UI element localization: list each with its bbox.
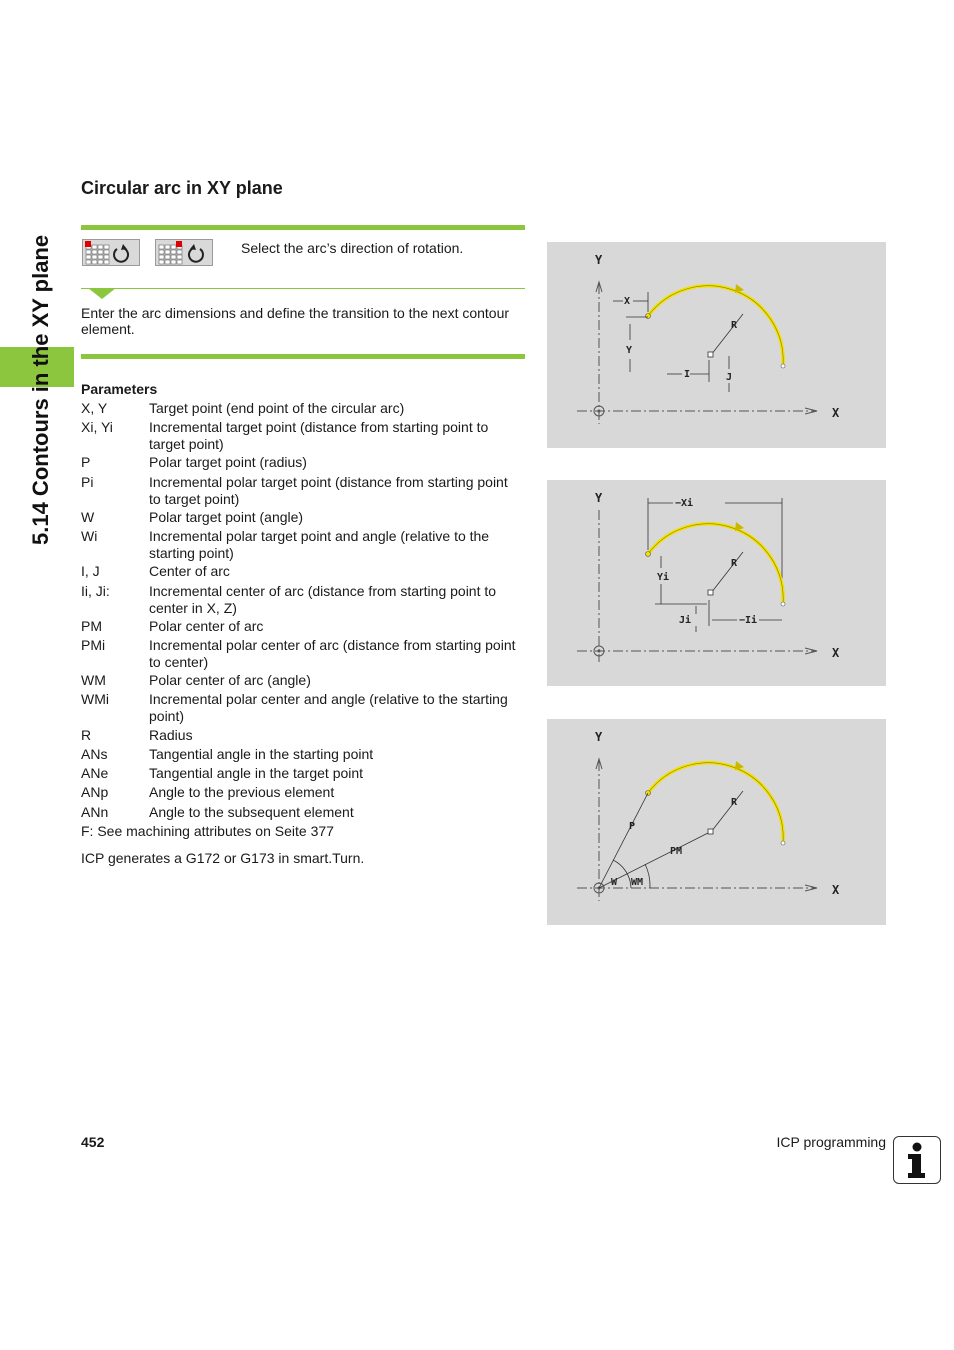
fig3-label-pm: PM [670,846,683,857]
figure-arc-absolute [547,242,886,448]
counterclockwise-arc-softkey[interactable] [155,239,213,266]
fig2-label-ji: Ji [679,615,692,626]
fig1-label-x: X [624,296,631,307]
fig3-label-p: P [629,821,636,832]
page-number: 452 [81,1134,105,1150]
parameter-key: Xi, Yi [81,419,113,435]
clockwise-arc-softkey-icon [83,240,139,265]
parameter-description: Tangential angle in the starting point [149,746,374,762]
parameter-description: Tangential angle in the target point [149,765,364,781]
fig1-label-j: J [726,372,733,383]
figure-arc-absolute-drawing [547,242,886,448]
machining-note: F: See machining attributes on Seite 377 [81,823,334,839]
clockwise-arc-softkey[interactable] [82,239,140,266]
figure-arc-incremental-drawing [547,480,886,686]
parameter-key: PM [81,618,102,634]
fig1-axis-x: X [832,406,840,420]
parameter-description: Polar target point (radius) [149,454,307,470]
parameter-key: ANn [81,804,109,820]
fig1-label-y: Y [626,345,633,356]
figure-arc-polar-drawing [547,719,886,925]
green-rule-top [81,225,525,230]
parameter-key: PMi [81,637,106,653]
figure-arc-incremental [547,480,886,686]
fig2-label-yi: Yi [657,572,670,583]
parameter-key: WMi [81,691,109,707]
parameter-key: P [81,454,91,470]
parameter-key: X, Y [81,400,108,416]
parameter-description: Incremental target point (distance from starting point to target point) [149,419,489,452]
parameter-description: Polar target point (angle) [149,509,304,525]
parameter-key: I, J [81,563,100,579]
fig3-label-wm: WM [631,877,644,888]
parameter-description: Incremental polar center of arc (distance from starting point to center) [149,637,516,670]
parameter-key: R [81,727,92,743]
parameter-key: WM [81,672,106,688]
softkey-caption: Select the arc’s direction of rotation. [241,240,464,256]
parameter-key: ANp [81,784,109,800]
parameter-key: W [81,509,95,525]
parameter-description: Angle to the previous element [149,784,335,800]
fig2-label-xi: −Xi [675,498,694,509]
parameter-description: Target point (end point of the circular arc) [149,400,405,416]
figure-arc-polar [547,719,886,925]
fig3-label-w: W [611,877,618,888]
fig2-label-ii: −Ii [739,615,758,626]
fig3-label-r: R [731,797,738,808]
fig2-label-r: R [731,558,738,569]
footer-chapter-name: ICP programming [776,1134,886,1150]
parameter-key: Wi [81,528,98,544]
green-rule-thin [81,288,525,289]
green-rule-bottom [81,354,525,359]
fig1-axis-y: Y [595,253,603,267]
counterclockwise-arc-softkey-icon [156,240,212,265]
parameter-description: Incremental polar center and angle (relative to the starting point) [149,691,508,724]
parameter-description: Incremental center of arc (distance from starting point to center in X, Z) [149,583,497,616]
section-title: Circular arc in XY plane [81,178,283,198]
parameter-key: ANs [81,746,108,762]
callout-triangle-icon [88,288,116,299]
parameter-description: Center of arc [149,563,230,579]
parameter-description: Angle to the subsequent element [149,804,354,820]
parameter-key: Ii, Ji: [81,583,110,599]
parameter-key: Pi [81,474,94,490]
parameter-description: Polar center of arc [149,618,264,634]
parameters-heading: Parameters [81,381,158,397]
parameter-description: Incremental polar target point (distance from starting point to target point) [149,474,508,507]
fig2-axis-x: X [832,646,840,660]
fig1-label-i: I [684,369,691,380]
fig3-axis-x: X [832,883,840,897]
parameter-description: Incremental polar target point and angle (relative to the starting point) [149,528,490,561]
intro-text: Enter the arc dimensions and define the transition to the next contour element. [81,305,510,337]
fig3-axis-y: Y [595,730,603,744]
chapter-side-title-text: 5.14 Contours in the XY plane [28,234,53,545]
parameter-description: Polar center of arc (angle) [149,672,311,688]
parameter-description: Radius [149,727,193,743]
parameter-key: ANe [81,765,109,781]
info-icon [893,1136,941,1184]
fig2-axis-y: Y [595,491,603,505]
fig1-label-r: R [731,320,738,331]
icp-note: ICP generates a G172 or G173 in smart.Turn. [81,850,365,866]
